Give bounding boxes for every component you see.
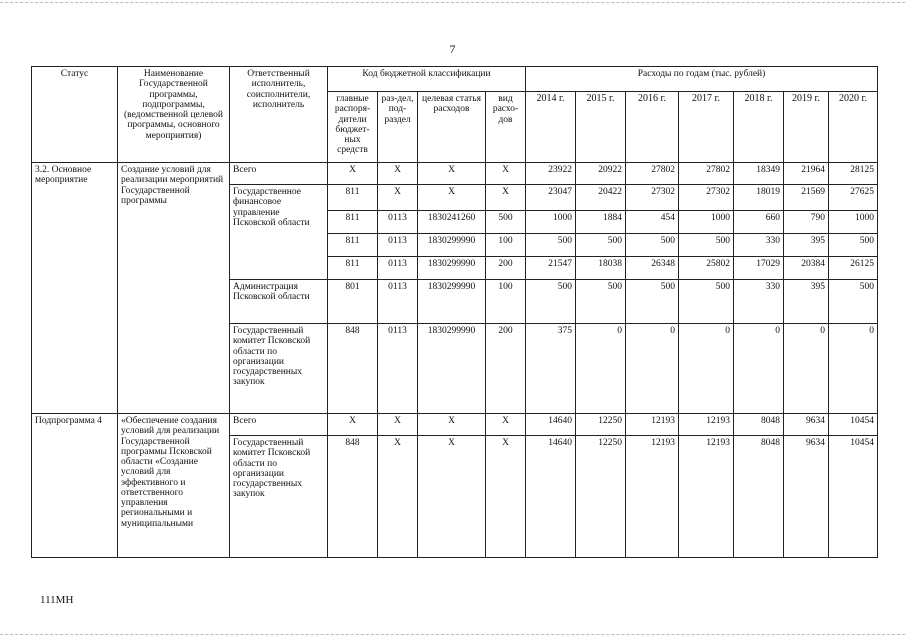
expense-value-cell: 0 [784,324,829,414]
table-row [32,163,878,185]
expense-value-cell: 0 [679,324,734,414]
expense-value-cell: 395 [784,234,829,257]
expense-value-cell: 500 [526,234,576,257]
program-name-cell: «Обеспечение создания условий для реализации Государственной программы Псковской области «Создание условий для эффективного и ответственного управления региональными и муниципальными [118,414,230,558]
expense-value-cell: 500 [679,234,734,257]
expense-value-cell: 660 [734,211,784,234]
expense-value-cell: 21964 [784,163,829,185]
expense-value-cell: 500 [526,280,576,324]
header-code-grbs: главные распоря-дители бюджет-ных средств [328,92,378,163]
code-section-cell: X [378,414,418,436]
code-type-cell: 100 [486,234,526,257]
expense-value-cell: 500 [626,234,679,257]
expense-value-cell: 26348 [626,257,679,280]
header-budget-code: Код бюджетной классификации [328,67,526,92]
code-type-cell: X [486,436,526,558]
expense-value-cell: 9634 [784,414,829,436]
expense-value-cell: 1000 [679,211,734,234]
code-target-cell: X [418,436,486,558]
header-year: 2017 г. [679,92,734,163]
expense-value-cell: 0 [829,324,878,414]
header-year: 2019 г. [784,92,829,163]
expense-value-cell: 12250 [576,414,626,436]
expense-value-cell: 0 [576,324,626,414]
header-year: 2016 г. [626,92,679,163]
header-name: Наименование Государственной программы, подпрограммы, (ведомственной целевой программы, основного мероприятия) [118,67,230,163]
code-target-cell: X [418,163,486,185]
table-row [32,414,878,436]
expense-value-cell: 21569 [784,185,829,211]
executor-cell: Всего [230,414,328,436]
expense-value-cell: 27302 [626,185,679,211]
expense-value-cell: 0 [626,324,679,414]
code-grbs-cell: X [328,414,378,436]
executor-cell: Государственное финансовое управление Псковской области [230,185,328,280]
code-section-cell: 0113 [378,234,418,257]
expense-value-cell: 18038 [576,257,626,280]
expense-value-cell: 500 [829,280,878,324]
code-grbs-cell: 848 [328,324,378,414]
expense-value-cell: 9634 [784,436,829,558]
header-year: 2018 г. [734,92,784,163]
code-grbs-cell: X [328,163,378,185]
header-status: Статус [32,67,118,163]
page-edge-top [0,2,905,3]
expense-value-cell: 500 [576,234,626,257]
expense-value-cell: 26125 [829,257,878,280]
expense-value-cell: 12250 [576,436,626,558]
expense-value-cell: 1000 [829,211,878,234]
code-target-cell: 1830241260 [418,211,486,234]
header-code-type: вид расхо-дов [486,92,526,163]
expense-value-cell: 395 [784,280,829,324]
executor-cell: Администрация Псковской области [230,280,328,324]
code-target-cell: X [418,414,486,436]
executor-cell: Государственный комитет Псковской области по организации государственных закупок [230,436,328,558]
expense-value-cell: 14640 [526,414,576,436]
code-target-cell: X [418,185,486,211]
code-type-cell: 200 [486,324,526,414]
expense-value-cell: 500 [829,234,878,257]
expense-value-cell: 20422 [576,185,626,211]
code-type-cell: X [486,414,526,436]
code-target-cell: 1830299990 [418,234,486,257]
program-name-cell: Создание условий для реализации мероприятий Государственной программы [118,163,230,414]
header-year: 2020 г. [829,92,878,163]
page-number: 7 [449,42,456,56]
code-type-cell: X [486,163,526,185]
expense-value-cell: 12193 [626,436,679,558]
expense-value-cell: 17029 [734,257,784,280]
code-type-cell: 500 [486,211,526,234]
expense-value-cell: 1884 [576,211,626,234]
code-section-cell: 0113 [378,211,418,234]
code-grbs-cell: 811 [328,234,378,257]
code-section-cell: X [378,163,418,185]
expense-value-cell: 12193 [679,414,734,436]
code-type-cell: 100 [486,280,526,324]
header-executor: Ответственный исполнитель, соисполнители, исполнитель [230,67,328,163]
expense-value-cell: 10454 [829,436,878,558]
expense-value-cell: 12193 [626,414,679,436]
expense-value-cell: 454 [626,211,679,234]
expense-value-cell: 12193 [679,436,734,558]
header-code-section: раз-дел, под-раздел [378,92,418,163]
expense-value-cell: 27302 [679,185,734,211]
code-type-cell: X [486,185,526,211]
page-edge-bottom [0,634,905,635]
header-code-target: целевая статья расходов [418,92,486,163]
expense-value-cell: 27802 [679,163,734,185]
code-grbs-cell: 811 [328,211,378,234]
code-target-cell: 1830299990 [418,280,486,324]
expense-value-cell: 25802 [679,257,734,280]
expense-value-cell: 23922 [526,163,576,185]
status-cell: 3.2. Основное мероприятие [32,163,118,414]
code-grbs-cell: 801 [328,280,378,324]
expense-value-cell: 8048 [734,436,784,558]
expense-value-cell: 27802 [626,163,679,185]
code-target-cell: 1830299990 [418,257,486,280]
code-target-cell: 1830299990 [418,324,486,414]
code-section-cell: 0113 [378,324,418,414]
budget-table [31,66,878,558]
expense-value-cell: 18019 [734,185,784,211]
expense-value-cell: 28125 [829,163,878,185]
expense-value-cell: 10454 [829,414,878,436]
expense-value-cell: 20922 [576,163,626,185]
code-grbs-cell: 811 [328,257,378,280]
expense-value-cell: 0 [734,324,784,414]
header-year: 2015 г. [576,92,626,163]
expense-value-cell: 500 [626,280,679,324]
executor-cell: Государственный комитет Псковской области по организации государственных закупок [230,324,328,414]
expense-value-cell: 23047 [526,185,576,211]
expense-value-cell: 18349 [734,163,784,185]
expense-value-cell: 330 [734,234,784,257]
code-section-cell: 0113 [378,257,418,280]
document-code: 111МН [40,594,74,606]
code-grbs-cell: 848 [328,436,378,558]
expense-value-cell: 27625 [829,185,878,211]
table-body [32,163,878,558]
expense-value-cell: 500 [576,280,626,324]
expense-value-cell: 21547 [526,257,576,280]
expense-value-cell: 790 [784,211,829,234]
code-grbs-cell: 811 [328,185,378,211]
status-cell: Подпрограмма 4 [32,414,118,558]
expense-value-cell: 330 [734,280,784,324]
code-section-cell: X [378,436,418,558]
executor-cell: Всего [230,163,328,185]
header-expenses: Расходы по годам (тыс. рублей) [526,67,878,92]
expense-value-cell: 8048 [734,414,784,436]
expense-value-cell: 20384 [784,257,829,280]
header-year: 2014 г. [526,92,576,163]
expense-value-cell: 14640 [526,436,576,558]
code-section-cell: 0113 [378,280,418,324]
code-type-cell: 200 [486,257,526,280]
expense-value-cell: 500 [679,280,734,324]
expense-value-cell: 375 [526,324,576,414]
code-section-cell: X [378,185,418,211]
expense-value-cell: 1000 [526,211,576,234]
